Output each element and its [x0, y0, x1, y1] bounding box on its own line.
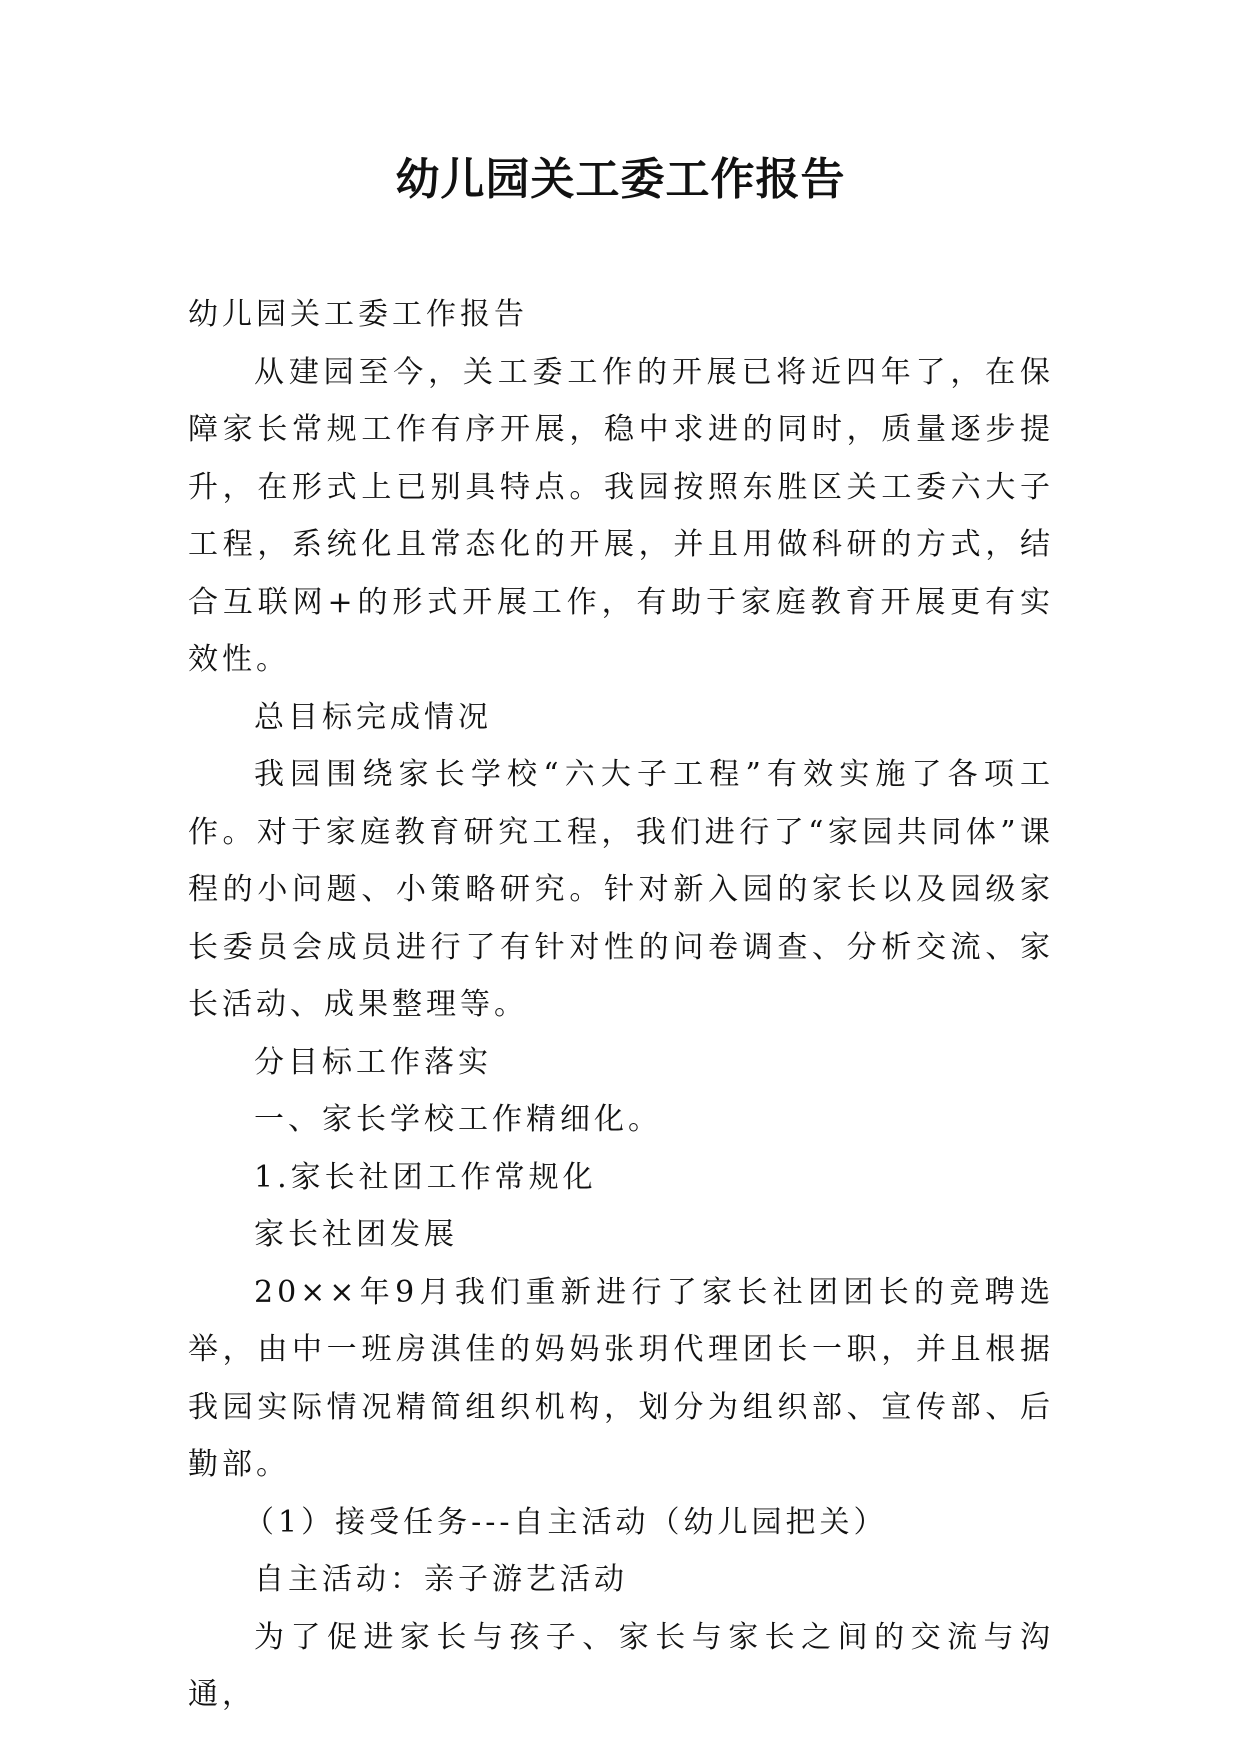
club-development-paragraph: 20××年9月我们重新进行了家长社团团长的竞聘选举，由中一班房淇佳的妈妈张玥代理团长一职，并且根据我园实际情况精简组织机构，划分为组织部、宣传部、后勤部。	[188, 1274, 1054, 1482]
document-title: 幼儿园关工委工作报告	[395, 154, 846, 205]
item-heading-accept-task: （1）接受任务---自主活动（幼儿园把关）	[244, 1504, 888, 1540]
body-heading: 幼儿园关工委工作报告	[188, 297, 528, 332]
intro-paragraph: 从建园至今，关工委工作的开展已将近四年了，在保障家长常规工作有序开展，稳中求进的同时，质量逐步提升，在形式上已别具特点。我园按照东胜区关工委六大子工程，系统化且常态化的开展，并且用做科研的方式，结合互联网+的形式开展工作，有助于家庭教育开展更有实效性。	[188, 354, 1054, 677]
item-heading-autonomous-activity: 自主活动：亲子游艺活动	[254, 1562, 628, 1597]
item-heading-parent-club: 1.家长社团工作常规化	[254, 1159, 597, 1195]
section-heading-sub-goals: 分目标工作落实	[254, 1044, 492, 1080]
section-heading-overall-goal: 总目标完成情况	[254, 699, 492, 735]
overall-goal-paragraph: 我园围绕家长学校“六大子工程”有效实施了各项工作。对于家庭教育研究工程，我们进行了“家园共同体”课程的小问题、小策略研究。针对新入园的家长以及园级家长委员会成员进行了有针对性的问卷调查、分析交流、家长活动、成果整理等。	[188, 757, 1054, 1022]
activity-paragraph: 为了促进家长与孩子、家长与家长之间的交流与沟通，	[188, 1619, 1054, 1712]
document-body	[188, 286, 1054, 1724]
item-heading-club-development: 家长社团发展	[254, 1217, 458, 1252]
subsection-heading-parent-school: 一、家长学校工作精细化。	[254, 1102, 662, 1137]
